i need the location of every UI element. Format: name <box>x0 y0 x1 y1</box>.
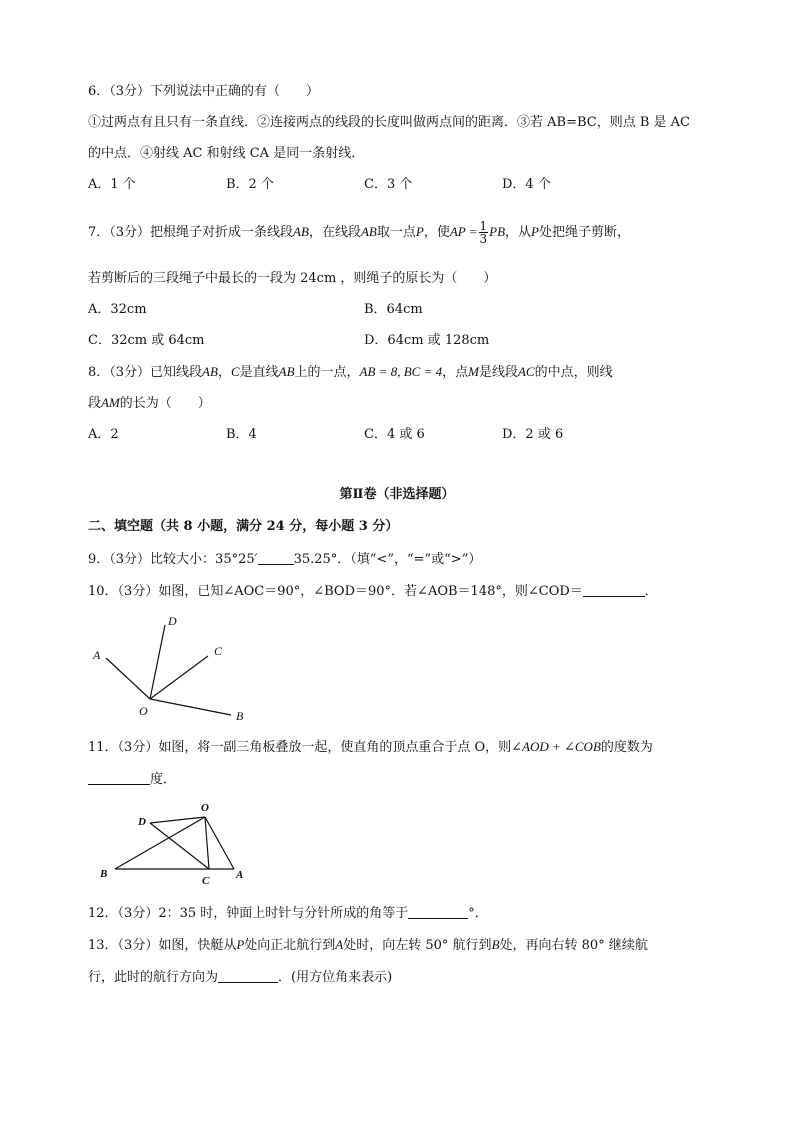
label-a: A <box>236 869 244 881</box>
q6-line2: 的中点．④射线 AC 和射线 CA 是同一条射线． <box>88 146 365 161</box>
label-d: D <box>168 614 177 628</box>
q13-line1: 13．（3分）如图，快艇从P处向正北航行到A处时，向左转 50° 航行到B处，再向右转 80° 继续航 <box>88 937 648 953</box>
label-o: O <box>201 802 209 814</box>
q7-option-b: B．64cm <box>364 302 423 317</box>
seg-oc <box>205 817 209 869</box>
q11-blank[interactable] <box>88 770 150 785</box>
q9-line: 9．（3分）比较大小：35°25′ 35.25°．（填“<”，“=”或“>”） <box>88 552 482 567</box>
q13-line2: 行，此时的航行方向为 ．(用方位角来表示) <box>88 970 393 985</box>
label-c: C <box>214 644 223 658</box>
q10-line: 10．（3分）如图，已知∠AOC＝90°，∠BOD＝90°．若∠AOB＝148°，则∠COD＝ ． <box>88 584 658 599</box>
label-d: D <box>138 816 146 828</box>
q6-option-c: C．3 个 <box>364 177 413 192</box>
q7-option-d: D．64cm 或 128cm <box>364 333 490 348</box>
q8-equation: AB = 8, BC = 4 <box>359 364 443 379</box>
q7-eq-left: AP = <box>449 224 478 239</box>
label-b: B <box>100 868 108 880</box>
q11-line2: 度． <box>88 770 176 789</box>
q8-option-a: A．2 <box>88 427 119 442</box>
q7-line1: 7．（3分）把根绳子对折成一条线段AB，在线段AB取一点P，使AP = $\frac{1}{3}$ PB，从P处把绳子剪断， <box>88 219 631 246</box>
q6-option-a: A．1 个 <box>88 177 136 192</box>
q6-option-d: D．4 个 <box>502 177 551 192</box>
q6-option-b: B．2 个 <box>226 177 274 192</box>
q8-line1: 8．（3分）已知线段AB，C是直线AB上的一点，AB = 8, BC = 4，点M是线段AC的中点，则线 <box>88 364 613 380</box>
label-o: O <box>139 704 148 718</box>
q12-blank[interactable] <box>408 904 468 919</box>
q13-blank[interactable] <box>218 968 278 983</box>
q6-line1: ①过两点有且只有一条直线．②连接两点的线段的长度叫做两点间的距离．③若 AB=BC，则点 B 是 AC <box>88 115 690 130</box>
q9-blank[interactable] <box>258 550 294 565</box>
label-b: B <box>236 709 244 723</box>
q8-option-c: C．4 或 6 <box>364 427 425 442</box>
ray-oa <box>106 658 150 699</box>
ray-oc <box>150 656 208 699</box>
ray-od <box>150 625 165 699</box>
q11-figure <box>95 798 255 888</box>
label-a: A <box>93 648 101 662</box>
section-title: 第Ⅱ卷（非选择题） <box>339 487 455 502</box>
q8-line2: 段AM的长为（ ） <box>88 395 211 411</box>
seg-ob <box>115 817 205 869</box>
q7-line2: 若剪断后的三段绳子中最长的一段为 24cm ，则绳子的原长为（ ） <box>88 271 497 286</box>
q8-option-d: D．2 或 6 <box>502 427 564 442</box>
q6-stem: 6．（3分）下列说法中正确的有（ ） <box>88 84 320 99</box>
section-subtitle: 二、填空题（共 8 小题，满分 24 分，每小题 3 分） <box>88 519 399 534</box>
q7-option-c: C．32cm 或 64cm <box>88 333 205 348</box>
seg-oa <box>205 817 234 869</box>
q7-option-a: A．32cm <box>88 302 147 317</box>
ray-ob <box>150 699 231 715</box>
q7-fraction: $\frac{1}{3}$ <box>479 219 488 246</box>
label-c: C <box>202 875 210 887</box>
seg-dc <box>150 823 209 869</box>
q10-blank[interactable] <box>583 582 645 597</box>
q11-expression: ∠AOD + ∠COB <box>511 739 601 754</box>
q8-option-b: B．4 <box>226 427 257 442</box>
q11-line1: 11．（3分）如图，将一副三角板叠放一起，使直角的顶点重合于点 O，则∠AOD + ∠COB的度数为 <box>88 739 653 755</box>
q12-line: 12．（3分）2：35 时，钟面上时针与分针所成的角等于 °． <box>88 906 488 921</box>
q10-figure <box>85 608 260 726</box>
